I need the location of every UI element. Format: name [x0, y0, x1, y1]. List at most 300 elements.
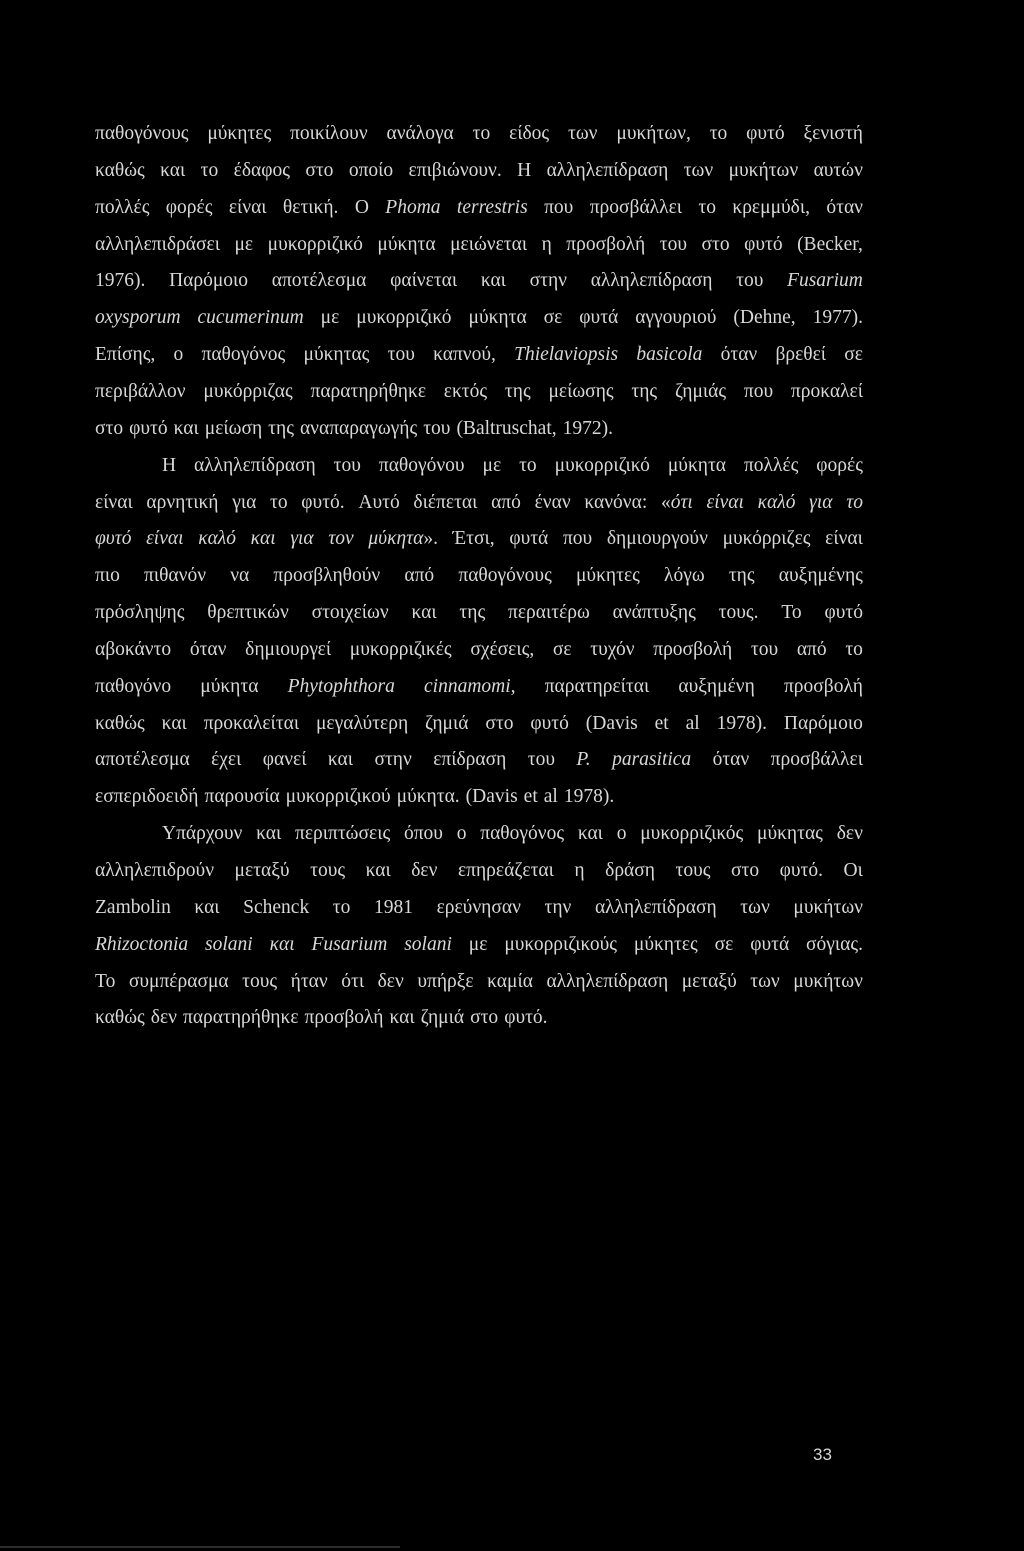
word: [546, 970, 668, 994]
text-run: δεν: [377, 970, 404, 992]
word: [303, 343, 369, 367]
text-run: περιβάλλον: [95, 380, 186, 402]
text-run: φυτό.: [301, 491, 345, 513]
text-run: του: [333, 454, 361, 476]
word: [845, 638, 863, 662]
text-run: παθογόνο: [95, 675, 172, 697]
text-run: παθογόνους: [95, 123, 189, 144]
text-run: θρεπτικών: [207, 602, 289, 624]
text-run: των: [683, 159, 714, 181]
word: [366, 859, 391, 883]
text-run: μυκορριζικό: [267, 233, 363, 255]
text-run: περιπτώσεις: [294, 823, 391, 845]
word: [837, 822, 863, 846]
text-run: κρεμμύδι,: [732, 196, 810, 218]
text-run: του: [423, 417, 451, 439]
word: [350, 638, 452, 662]
text-run: σε: [543, 307, 563, 329]
text-run: είδος: [509, 123, 550, 144]
text-run: της: [459, 602, 486, 624]
word: [205, 933, 253, 957]
text-line: [95, 417, 863, 441]
text-run: σε: [552, 638, 572, 660]
word: [480, 822, 564, 846]
text-run: εκτός: [443, 380, 488, 402]
text-line: [95, 638, 863, 662]
italic-term: είναι: [146, 528, 184, 550]
word: [194, 896, 219, 920]
text-run: (Davis: [465, 786, 518, 808]
text-run: από: [796, 638, 827, 660]
text-run: τους.: [718, 602, 759, 624]
word: [95, 970, 115, 994]
text-line: [95, 122, 863, 146]
word: [151, 1006, 177, 1030]
word: [846, 491, 863, 515]
word: [509, 122, 549, 146]
text-run: παρατηρείται: [544, 675, 650, 697]
text-run: στο: [470, 1007, 499, 1029]
word: [95, 601, 184, 625]
word: [744, 454, 798, 478]
text-run: φορές: [816, 454, 863, 476]
text-run: φυτά: [579, 307, 619, 329]
word: [746, 122, 785, 146]
text-run: των: [568, 123, 598, 144]
word: [505, 380, 531, 404]
word: [409, 159, 502, 183]
word: [717, 712, 767, 736]
italic-term: cinnamomi,: [424, 675, 516, 697]
text-run: μειώνεται: [450, 233, 528, 255]
text-run: μεγαλύτερη: [315, 712, 409, 734]
text-run: όταν: [826, 196, 863, 218]
word: [758, 491, 796, 515]
text-line: [95, 491, 863, 515]
word: [617, 822, 627, 846]
word: [95, 159, 145, 183]
word: [504, 1006, 547, 1030]
text-line: [95, 269, 863, 293]
word: [95, 343, 155, 367]
word: [404, 564, 434, 588]
italic-term: είναι: [706, 491, 744, 513]
word: [95, 896, 171, 920]
word: [779, 564, 863, 588]
text-run: μυκορριζικές: [349, 638, 452, 660]
word: [160, 159, 185, 183]
word: [286, 785, 391, 809]
text-run: παθογόνους: [458, 565, 552, 587]
text-run: 1977).: [812, 307, 863, 329]
word: [201, 159, 219, 183]
word: [844, 343, 863, 367]
text-line: [95, 933, 863, 957]
word: [95, 196, 149, 220]
italic-term: και: [269, 933, 295, 955]
word: [514, 343, 618, 367]
word: [797, 233, 863, 257]
text-run: μυκορριζικό: [554, 454, 650, 476]
italic-term: το: [846, 491, 863, 513]
word: [635, 306, 716, 330]
word: [95, 564, 120, 588]
text-run: την: [544, 896, 572, 918]
text-run: φυτά: [750, 933, 790, 955]
word: [485, 712, 513, 736]
italic-term: φυτό: [95, 528, 132, 550]
text-line: [95, 380, 863, 404]
word: [784, 712, 863, 736]
word: [668, 454, 726, 478]
word: [290, 527, 313, 551]
text-run: παρατηρήθηκε: [182, 1007, 299, 1029]
text-line: [95, 675, 863, 699]
text-run: μύκητα.: [396, 786, 460, 808]
word: [744, 233, 783, 257]
word: [386, 122, 453, 146]
word: [483, 454, 502, 478]
text-run: όταν: [720, 344, 758, 366]
word: [544, 306, 563, 330]
word: [731, 859, 759, 883]
word: [146, 527, 183, 551]
text-run: πιο: [95, 565, 120, 587]
word: [612, 748, 691, 772]
text-run: αυτών: [813, 159, 863, 181]
word: [814, 159, 863, 183]
text-run: μυκήτων: [728, 159, 799, 181]
text-run: επίδραση: [433, 749, 507, 771]
text-run: σε: [714, 933, 734, 955]
word: [162, 712, 187, 736]
text-run: είναι: [825, 528, 863, 550]
word: [388, 343, 415, 367]
word: [129, 417, 168, 441]
word: [211, 748, 241, 772]
text-run: πολλές: [743, 454, 799, 476]
text-run: καθώς: [95, 712, 145, 734]
text-run: μύκητες: [207, 123, 272, 144]
text-run: Έτσι,: [452, 528, 495, 550]
text-run: Ο: [354, 196, 369, 218]
text-run: φαίνεται: [390, 270, 458, 292]
text-run: Το: [781, 602, 802, 624]
text-line: [95, 601, 863, 625]
word: [390, 1006, 415, 1030]
text-run: τυχόν: [590, 638, 635, 660]
text-run: συμπέρασμα: [128, 970, 229, 992]
text-run: σόγιας.: [806, 933, 863, 955]
word: [444, 380, 487, 404]
italic-term: Fusarium: [787, 270, 863, 292]
word: [686, 712, 700, 736]
text-run: «: [660, 491, 671, 513]
text-line: [95, 306, 863, 330]
word: [129, 970, 229, 994]
text-run: et: [523, 786, 538, 808]
italic-term: για: [290, 528, 314, 550]
text-run: Schenck: [243, 896, 310, 918]
word: [578, 822, 603, 846]
word: [563, 527, 592, 551]
text-run: μύκητα: [468, 307, 527, 329]
word: [205, 417, 262, 441]
word: [844, 859, 863, 883]
text-run: των: [740, 896, 770, 918]
text-run: φυτό: [746, 123, 785, 144]
text-run: μυκορριζικούς: [504, 933, 617, 955]
text-run: αλληλεπίδραση: [194, 454, 316, 476]
text-run: Παρόμοιο: [783, 712, 863, 734]
text-run: πρόσληψης: [95, 602, 185, 624]
text-run: η: [574, 860, 585, 881]
text-run: είναι: [95, 491, 133, 513]
word: [425, 712, 468, 736]
text-run: στο: [95, 417, 124, 439]
italic-term: καλό: [757, 491, 796, 513]
word: [411, 859, 437, 883]
word: [245, 638, 331, 662]
text-run: αυξημένης: [778, 565, 863, 587]
word: [732, 196, 810, 220]
word: [95, 491, 133, 515]
text-run: καθώς: [95, 159, 145, 181]
word: [290, 122, 368, 146]
word: [545, 896, 572, 920]
text-run: για: [232, 491, 257, 513]
word: [698, 196, 716, 220]
word: [576, 748, 590, 772]
text-run: μυκήτων: [793, 896, 863, 918]
word: [272, 269, 367, 293]
text-run: και: [327, 749, 354, 771]
word: [590, 196, 682, 220]
text-run: ανάλογα: [386, 123, 454, 144]
word: [242, 970, 277, 994]
text-line: [95, 970, 863, 994]
word: [579, 306, 618, 330]
word: [203, 380, 292, 404]
word: [457, 822, 467, 846]
text-run: με: [320, 307, 340, 329]
text-run: ζημιάς: [674, 380, 727, 402]
word: [640, 822, 743, 846]
text-run: θετική.: [282, 196, 339, 218]
word: [791, 380, 863, 404]
word: [548, 380, 613, 404]
text-run: το: [332, 896, 351, 918]
word: [162, 822, 242, 846]
word: [95, 712, 145, 736]
word: [544, 785, 558, 809]
text-run: Το: [95, 970, 116, 992]
word: [661, 491, 693, 515]
text-run: μυκόρριζες: [722, 528, 811, 550]
text-line: [162, 454, 863, 478]
text-run: τους: [310, 860, 346, 881]
text-run: του: [736, 270, 764, 292]
text-run: φυτό: [744, 233, 783, 255]
text-run: φυτό: [129, 417, 168, 439]
text-run: μυκορριζικό: [356, 307, 452, 329]
word: [95, 785, 198, 809]
text-run: παθογόνου: [378, 454, 465, 476]
word: [200, 675, 258, 699]
word: [660, 233, 687, 257]
text-run: περαιτέρω: [508, 602, 590, 624]
word: [310, 859, 345, 883]
italic-term: basicola: [636, 344, 703, 366]
word: [605, 859, 655, 883]
text-run: καπνού,: [433, 344, 496, 366]
word: [816, 454, 863, 478]
word: [95, 417, 123, 441]
word: [321, 306, 340, 330]
text-run: ξενιστή: [803, 123, 863, 144]
word: [358, 491, 399, 515]
italic-term: τον: [328, 528, 354, 550]
word: [586, 712, 638, 736]
word: [95, 269, 145, 293]
word: [719, 601, 759, 625]
italic-term: cucumerinum: [197, 307, 304, 329]
text-run: αλληλεπιδράσει: [95, 233, 220, 255]
text-run: διέπεται: [413, 491, 478, 513]
text-run: όπου: [403, 823, 443, 845]
word: [312, 601, 389, 625]
text-run: Η: [517, 159, 532, 181]
word: [316, 712, 408, 736]
text-run: παρατηρήθηκε: [310, 380, 427, 402]
italic-term: Phytophthora: [287, 675, 395, 697]
word: [268, 417, 294, 441]
word: [404, 822, 443, 846]
word: [204, 785, 279, 809]
italic-term: καλό: [198, 528, 236, 550]
word: [232, 491, 256, 515]
text-run: οποίο: [348, 159, 394, 181]
word: [268, 233, 363, 257]
word: [468, 306, 526, 330]
word: [710, 122, 728, 146]
text-run: και: [194, 896, 220, 918]
word: [566, 233, 645, 257]
text-run: ποικίλουν: [290, 123, 368, 144]
italic-term: και: [250, 528, 276, 550]
word: [334, 454, 361, 478]
text-run: μυκόρριζας: [203, 380, 293, 402]
word: [201, 343, 285, 367]
text-run: που: [743, 380, 774, 402]
word: [806, 933, 863, 957]
word: [305, 1006, 384, 1030]
text-run: Επίσης,: [95, 344, 156, 366]
text-run: πιθανόν: [144, 565, 207, 587]
word: [713, 748, 750, 772]
word: [784, 675, 863, 699]
text-run: και: [411, 602, 437, 624]
text-run: Η: [162, 454, 177, 476]
text-run: αγγουριού: [635, 307, 717, 329]
text-run: πολλές: [95, 196, 150, 218]
text-run: προκαλείται: [203, 712, 300, 734]
italic-term: oxysporum: [95, 307, 181, 329]
text-run: έδαφος: [233, 159, 290, 181]
word: [230, 564, 249, 588]
text-run: αλληλεπίδραση: [546, 159, 669, 181]
text-line: [95, 196, 863, 220]
word: [174, 417, 199, 441]
text-run: μείωσης: [548, 380, 614, 402]
word: [530, 712, 569, 736]
text-run: προκαλεί: [790, 380, 863, 402]
word: [456, 417, 556, 441]
word: [481, 269, 506, 293]
word: [701, 233, 729, 257]
text-run: μεταξύ: [234, 860, 290, 881]
word: [234, 159, 290, 183]
word: [636, 343, 702, 367]
word: [300, 417, 417, 441]
word: [553, 638, 572, 662]
text-run: αυξημένη: [678, 675, 755, 697]
text-line: [95, 712, 863, 736]
text-run: τους: [675, 860, 711, 881]
word: [729, 564, 755, 588]
text-run: είναι: [228, 196, 267, 218]
word: [733, 306, 795, 330]
word: [751, 638, 778, 662]
text-run: στο: [305, 159, 334, 181]
text-run: αβοκάντο: [95, 638, 172, 660]
text-run: 1978).: [563, 786, 615, 808]
word: [631, 380, 657, 404]
text-run: φυτό: [824, 602, 863, 624]
word: [721, 343, 758, 367]
text-run: δημιουργούν: [606, 528, 708, 550]
text-run: ζημιά: [420, 1007, 465, 1029]
word: [729, 159, 799, 183]
italic-term: solani: [205, 933, 253, 955]
word: [826, 196, 863, 220]
text-run: επηρεάζεται: [457, 860, 554, 881]
text-run: μύκητα: [200, 675, 259, 697]
text-run: Υπάρχουν: [162, 823, 243, 845]
text-run: παθογόνος: [201, 344, 286, 366]
word: [421, 1006, 464, 1030]
italic-term: Fusarium: [311, 933, 388, 955]
text-run: και: [577, 823, 603, 845]
italic-term: ότι: [670, 491, 693, 513]
text-run: παθογόνος: [480, 823, 565, 845]
word: [273, 564, 380, 588]
word: [378, 970, 404, 994]
word: [295, 822, 390, 846]
text-run: προσβολή: [566, 233, 646, 255]
text-run: μύκητας: [303, 344, 370, 366]
text-run: 1976).: [95, 270, 146, 292]
word: [207, 122, 271, 146]
text-run: (Davis: [585, 712, 638, 734]
text-run: μυκήτων,: [616, 123, 691, 144]
word: [750, 933, 789, 957]
text-run: με: [468, 933, 488, 955]
text-line: [95, 859, 863, 883]
word: [780, 859, 823, 883]
word: [825, 527, 863, 551]
text-run: να: [230, 565, 250, 587]
